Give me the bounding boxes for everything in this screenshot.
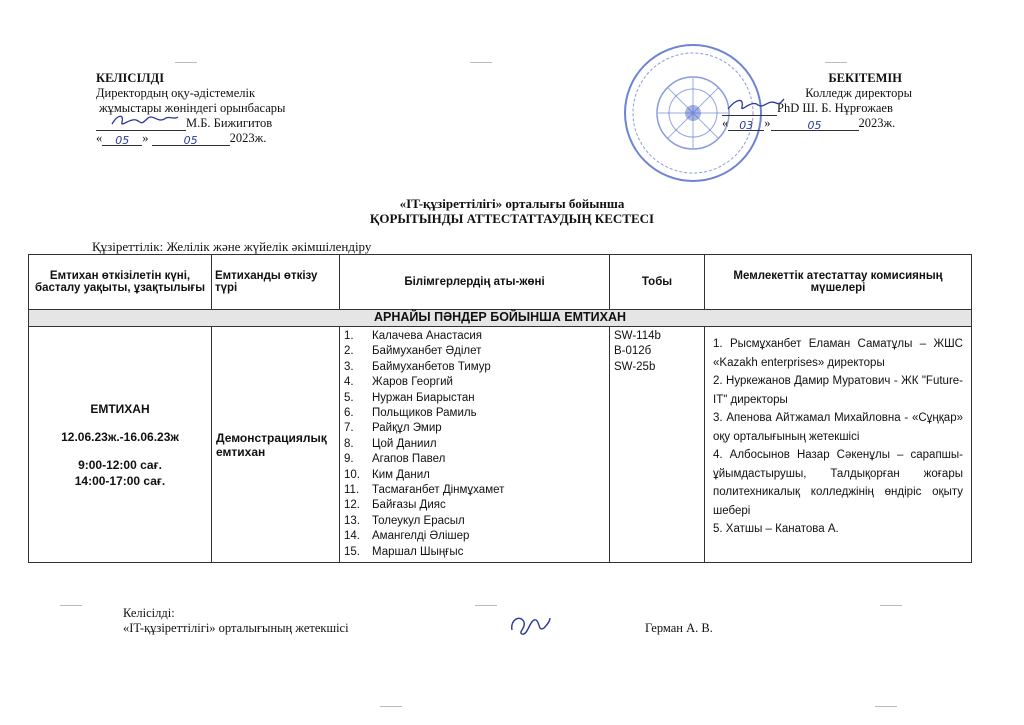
list-item: [344, 375, 605, 390]
approval-agreed-position-line2: жұмыстары жөніндегі орынбасары: [99, 101, 286, 115]
student-number: 12.: [344, 499, 360, 512]
footer-agreed-heading: Келісілді:: [123, 606, 175, 620]
header-exam-date: Емтихан өткізілетін күні, басталу уақыты, ұзақтылығы: [29, 255, 212, 310]
document-title-line1: «IT-құзіреттілігі» орталығы бойынша: [399, 196, 625, 211]
approval-agreed-heading: КЕЛІСІЛДІ: [96, 71, 165, 85]
approval-agreed-signature-line: [96, 116, 356, 131]
date-day: 05: [102, 133, 142, 146]
student-number: 1.: [344, 330, 354, 342]
signature-field: [722, 103, 777, 116]
student-name: Маршал Шыңғыс: [372, 545, 464, 558]
list-item: [344, 514, 605, 529]
date-close-quote: »: [142, 131, 149, 145]
student-number: 9.: [344, 453, 354, 466]
student-number: 8.: [344, 437, 354, 450]
approval-agreed-signer: М.Б. Бижигитов: [186, 116, 273, 130]
commission-member: 1. Рысмұханбет Еламан Саматұлы – ЖШС «Kazakh enterprises» директоры: [713, 338, 963, 369]
students-cell: [340, 327, 610, 563]
signature-field: [96, 118, 186, 131]
table-header-row: [29, 255, 972, 310]
group-item: SW-25b: [614, 360, 656, 373]
scan-mark: [880, 605, 902, 606]
approval-approved-block: [722, 71, 932, 131]
exam-date-cell: [29, 327, 212, 563]
date-open-quote: «: [722, 116, 729, 130]
group-item: В-012б: [614, 345, 652, 358]
footer-signer-name: Герман А. В.: [645, 621, 713, 635]
scan-mark: [60, 605, 82, 606]
header-group: Тобы: [610, 255, 705, 310]
scan-mark: [825, 62, 847, 63]
header-commission: Мемлекеттік атестаттау комисияның мүшелері: [705, 255, 972, 310]
document-title-line2: ҚОРЫТЫНДЫ АТТЕСТАТТАУДЫҢ КЕСТЕСІ: [369, 211, 655, 226]
date-year: 2023ж.: [858, 116, 896, 130]
student-name: Польщиков Рамиль: [372, 407, 477, 420]
student-number: 7.: [344, 422, 354, 435]
list-item: [344, 452, 605, 467]
group-item: SW-114b: [614, 330, 661, 342]
list-item: [344, 483, 605, 498]
student-number: 3.: [344, 360, 354, 373]
student-number: 4.: [344, 376, 354, 389]
student-name: Агапов Павел: [372, 453, 446, 466]
date-year: 2023ж.: [229, 131, 267, 145]
header-exam-type: Емтиханды өткізу түрі: [212, 255, 340, 310]
exam-time-afternoon: 14:00-17:00 сағ.: [74, 473, 166, 488]
approval-approved-signature-line: [722, 101, 932, 116]
attestation-schedule-table: [28, 254, 972, 563]
approval-agreed-position-line1: Директордың оқу-әдістемелік: [96, 86, 256, 100]
scan-mark: [175, 62, 197, 63]
competency-label: Құзіреттілік: Желілік және жүйелік әкімшілендіру: [92, 239, 372, 254]
handwritten-signature-icon: [110, 112, 180, 128]
date-close-quote: »: [764, 116, 771, 130]
commission-list: [713, 335, 963, 539]
student-name: Райқұл Эмир: [372, 422, 442, 435]
commission-member: 2. Нуркежанов Дамир Муратович - ЖК "Future-IT" директоры: [713, 375, 963, 406]
date-month: 05: [771, 118, 859, 131]
header-student-names: Білімгерлердің аты-жөні: [340, 255, 610, 310]
student-number: 6.: [344, 407, 354, 420]
section-title: АРНАЙЫ ПӘНДЕР БОЙЫНША ЕМТИХАН: [29, 310, 972, 327]
exam-dates: 12.06.23ж.-16.06.23ж: [61, 429, 179, 444]
list-item: [344, 437, 605, 452]
handwritten-signature-icon: [508, 612, 552, 638]
approval-approved-signer: PhD Ш. Б. Нұрғожаев: [777, 101, 893, 115]
exam-time-morning: 9:00-12:00 сағ.: [78, 457, 162, 472]
student-number: 15.: [344, 545, 360, 558]
approval-agreed-date: [96, 131, 356, 146]
student-number: 5.: [344, 391, 354, 404]
exam-label: ЕМТИХАН: [90, 401, 150, 416]
student-name: Байғазы Дияс: [372, 499, 446, 512]
list-item: [344, 468, 605, 483]
approval-agreed-block: [96, 71, 356, 146]
exam-type-cell: Демонстрациялық емтихан: [212, 327, 340, 563]
approval-approved-date: [722, 116, 932, 131]
student-name: Нуржан Биарыстан: [372, 391, 475, 404]
handwritten-signature-icon: [726, 95, 786, 113]
student-name: Цой Даниил: [372, 437, 437, 450]
list-item: [344, 498, 605, 513]
commission-cell: [705, 327, 972, 563]
scan-mark: [475, 605, 497, 606]
scan-mark: [470, 62, 492, 63]
student-name: Ким Данил: [372, 468, 430, 481]
list-item: [344, 360, 605, 375]
commission-member: 3. Апенова Айтжамал Михайловна - «Сұңқар» оқу орталығының жетекшісі: [713, 412, 963, 443]
list-item: [344, 391, 605, 406]
groups-cell: [610, 327, 705, 563]
student-name: Баймуханбет Әділет: [372, 345, 482, 358]
list-item: [344, 421, 605, 436]
student-number: 10.: [344, 468, 360, 481]
student-number: 2.: [344, 345, 354, 358]
section-row: [29, 310, 972, 327]
date-open-quote: «: [96, 131, 103, 145]
student-number: 11.: [344, 484, 360, 497]
student-name: Тасмағанбет Дінмұхамет: [372, 484, 505, 497]
footer-agreed-position: «IT-құзіреттілігі» орталығының жетекшісі: [123, 621, 349, 635]
date-month: 05: [152, 133, 230, 146]
list-item: [344, 329, 605, 344]
list-item: [344, 529, 605, 544]
scan-mark: [875, 706, 897, 707]
list-item: [344, 406, 605, 421]
approval-approved-heading: БЕКІТЕМІН: [828, 71, 902, 85]
approval-approved-position: Колледж директоры: [805, 86, 912, 100]
commission-member: 4. Албосынов Назар Сәкенұлы – сарапшы-ұйымдастырушы, Талдықорған жоғары политехникалық колледжінің өндіріс оқыту шебері: [713, 449, 963, 517]
list-item: [344, 344, 605, 359]
list-item: [344, 545, 605, 560]
scan-mark: [380, 706, 402, 707]
table-row: [29, 327, 972, 563]
date-day: 03: [728, 118, 764, 131]
student-number: 14.: [344, 530, 360, 543]
student-name: Толеукул Ерасыл: [372, 514, 465, 527]
students-list: [344, 329, 605, 560]
student-name: Амангелді Әлішер: [372, 530, 470, 543]
student-number: 13.: [344, 514, 360, 527]
student-name: Баймуханбетов Тимур: [372, 360, 491, 373]
student-name: Жаров Георгий: [372, 376, 453, 389]
student-name: Калачева Анастасия: [372, 330, 483, 342]
footer-agreed-block: [123, 606, 349, 636]
commission-member: 5. Хатшы – Канатова А.: [713, 523, 839, 535]
